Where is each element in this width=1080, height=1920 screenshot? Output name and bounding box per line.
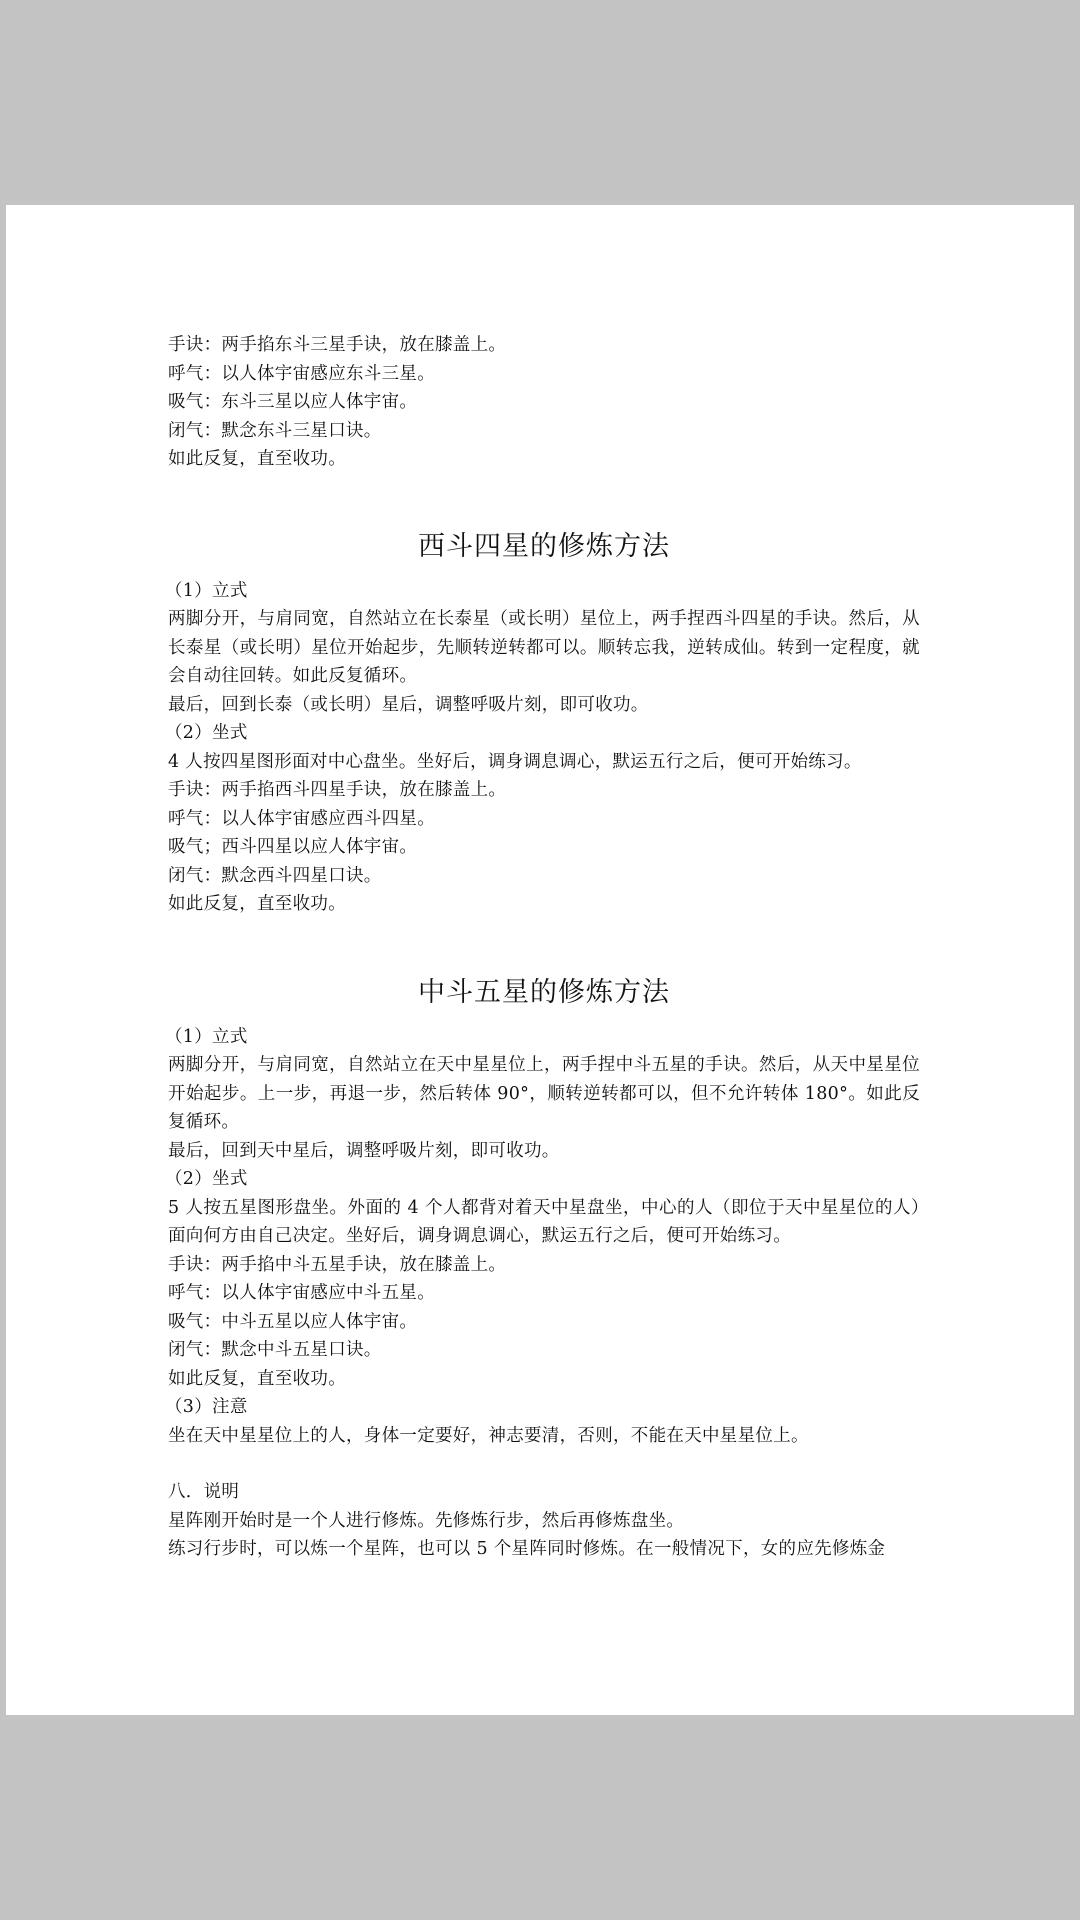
- center-section-title: 中斗五星的修炼方法: [418, 976, 670, 1008]
- center-sitting-label: （2）坐式: [165, 1169, 248, 1189]
- west-standing-label: （1）立式: [165, 580, 248, 601]
- document-page: [6, 205, 1074, 1715]
- center-sitting-paragraph: 5 人按五星图形盘坐。外面的 4 个人都背对着天中星盘坐，中心的人（即位于天中星星位的人）面向何方由自己决定。坐好后，调身调息调心，默运五行之后，便可开始练习。: [168, 1197, 920, 1246]
- center-standing-end: 最后，回到天中星后，调整呼吸片刻，即可收功。: [168, 1140, 560, 1161]
- center-line-inhale: 吸气：中斗五星以应人体宇宙。: [168, 1311, 418, 1332]
- section-eight-line-2: 练习行步时，可以炼一个星阵，也可以 5 个星阵同时修炼。在一般情况下，女的应先修炼金: [168, 1539, 886, 1559]
- center-note-text: 坐在天中星星位上的人，身体一定要好，神志要清，否则，不能在天中星星位上。: [168, 1425, 809, 1446]
- west-line-inhale: 吸气；西斗四星以应人体宇宙。: [168, 837, 418, 857]
- center-note-label: （3）注意: [165, 1397, 248, 1417]
- intro-block: [168, 331, 920, 474]
- section-eight: [168, 1478, 920, 1564]
- west-line-repeat: 如此反复，直至收功。: [168, 894, 346, 914]
- intro-line-inhale: 吸气：东斗三星以应人体宇宙。: [168, 392, 418, 412]
- intro-line-repeat: 如此反复，直至收功。: [168, 449, 346, 469]
- west-section-title: 西斗四星的修炼方法: [418, 530, 670, 562]
- section-spacer: [168, 1450, 920, 1478]
- intro-line-hold-breath: 闭气：默念东斗三星口诀。: [168, 420, 382, 441]
- center-standing-label: （1）立式: [165, 1026, 248, 1047]
- west-section: [165, 577, 920, 919]
- center-line-hold-breath: 闭气：默念中斗五星口诀。: [168, 1340, 382, 1360]
- center-line-mudra: 手诀：两手掐中斗五星手诀，放在膝盖上。: [168, 1254, 507, 1275]
- center-line-repeat: 如此反复，直至收功。: [168, 1368, 346, 1389]
- west-line-exhale: 呼气：以人体宇宙感应西斗四星。: [168, 808, 435, 829]
- page-content: [165, 331, 920, 1564]
- west-sitting-label: （2）坐式: [165, 723, 248, 743]
- west-standing-end: 最后，回到长泰（或长明）星后，调整呼吸片刻，即可收功。: [168, 694, 649, 715]
- west-line-mudra: 手诀：两手掐西斗四星手诀，放在膝盖上。: [168, 780, 507, 800]
- section-eight-line-1: 星阵刚开始时是一个人进行修炼。先修炼行步，然后再修炼盘坐。: [168, 1510, 685, 1531]
- west-sitting-paragraph: 4 人按四星图形面对中心盘坐。坐好后，调身调息调心，默运五行之后，便可开始练习。: [168, 751, 862, 772]
- center-line-exhale: 呼气：以人体宇宙感应中斗五星。: [168, 1283, 435, 1303]
- center-standing-paragraph: 两脚分开，与肩同宽，自然站立在天中星星位上，两手捏中斗五星的手诀。然后，从天中星星位开始起步。上一步，再退一步，然后转体 90°，顺转逆转都可以，但不允许转体 180°。如此反复循环。: [168, 1055, 920, 1132]
- west-line-hold-breath: 闭气：默念西斗四星口诀。: [168, 865, 382, 886]
- section-eight-title: 八．说明: [168, 1482, 240, 1502]
- intro-line-exhale: 呼气：以人体宇宙感应东斗三星。: [168, 363, 435, 384]
- west-standing-paragraph: 两脚分开，与肩同宽，自然站立在长泰星（或长明）星位上，两手捏西斗四星的手诀。然后，从长泰星（或长明）星位开始起步，先顺转逆转都可以。顺转忘我，逆转成仙。转到一定程度，就会自动往回转。如此反复循环。: [168, 609, 920, 686]
- intro-line-mudra: 手诀：两手掐东斗三星手诀，放在膝盖上。: [168, 335, 507, 355]
- center-section: [165, 1023, 920, 1451]
